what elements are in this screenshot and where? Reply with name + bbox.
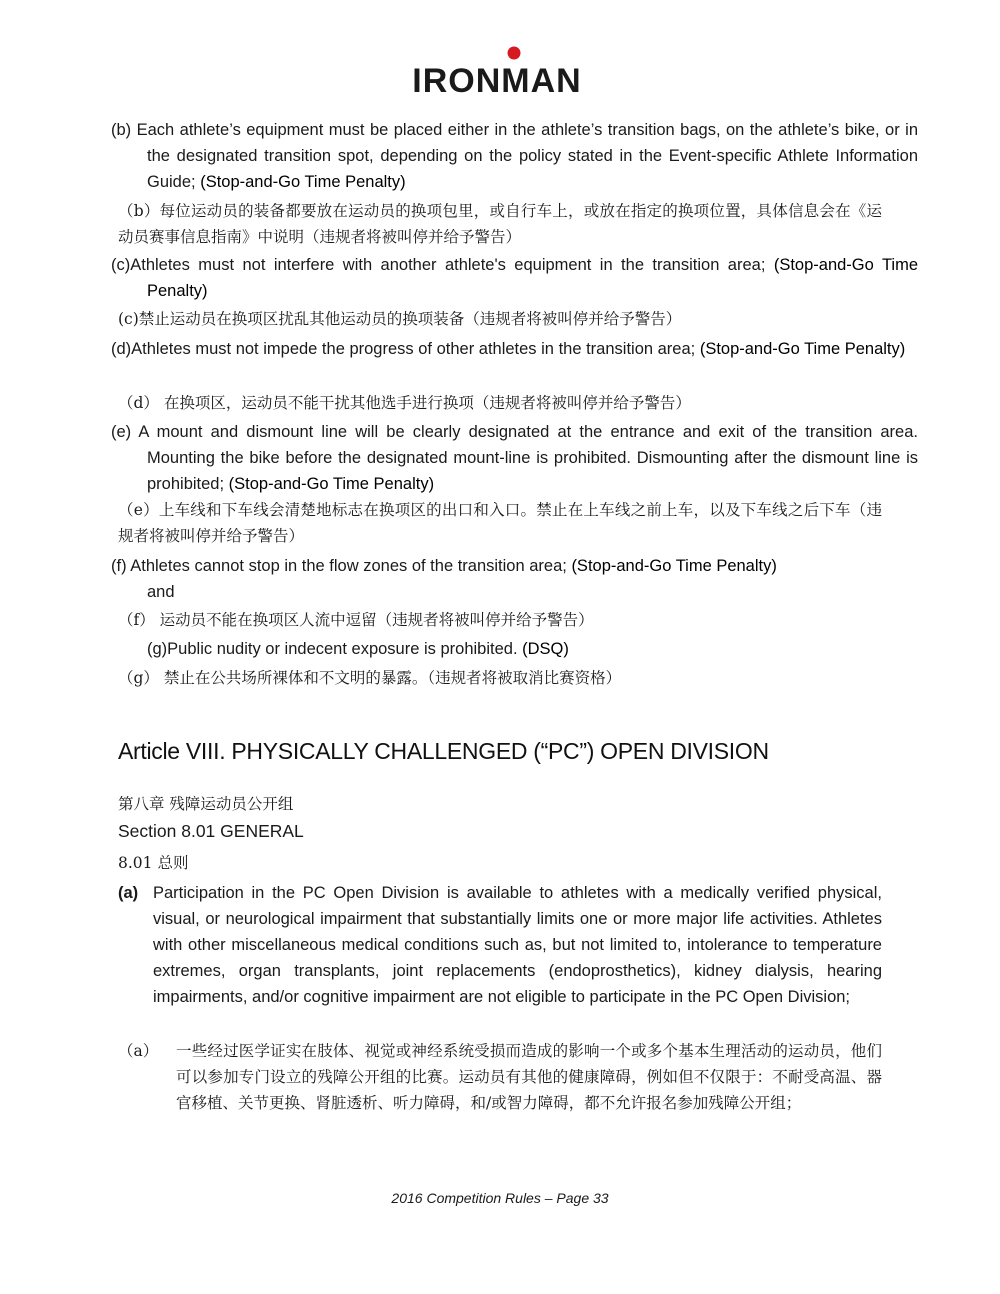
- clause-a-zh-label: （a）: [118, 1042, 159, 1060]
- clause-a-en: Participation in the PC Open Division is available to athletes with a medically verified physical, visual, or neurological impairment that substantially limits one or more major life activities. Athletes with other miscellaneous medical conditions such as, but not limited to, intolerance to temperature extremes, organ transplants, joint replacements (endoprosthetics), kidney dialysis, hearing impairments, and/or cognitive impairment are not eligible to participate in the PC Open Division;: [153, 884, 882, 1006]
- rule-d-zh: （d） 在换项区，运动员不能干扰其他选手进行换项（违规者将被叫停并给予警告）: [118, 394, 691, 412]
- rule-c-text: (c)Athletes must not interfere with another athlete's equipment in the transition area;: [111, 256, 774, 274]
- rule-c-penalty: (Stop-and-Go Time Penalty): [147, 256, 918, 300]
- rule-e-en: [111, 419, 918, 497]
- rule-b-en: [111, 117, 918, 195]
- article-title: Article VIII. PHYSICALLY CHALLENGED (“PC”) OPEN DIVISION: [118, 738, 769, 764]
- rule-g-en: [147, 636, 882, 662]
- rule-e-penalty: (Stop-and-Go Time Penalty): [228, 475, 435, 493]
- rule-f-penalty: (Stop-and-Go Time Penalty): [571, 557, 777, 575]
- logo-dot: [508, 47, 521, 60]
- ironman-logo: [0, 44, 1000, 100]
- rule-c-zh: (c)禁止运动员在换项区扰乱其他运动员的换项装备（违规者将被叫停并给予警告）: [118, 310, 682, 328]
- rule-g-zh: （g） 禁止在公共场所裸体和不文明的暴露。（违规者将被取消比赛资格）: [118, 669, 622, 687]
- section-name: GENERAL: [220, 821, 304, 841]
- rule-f-text: (f) Athletes cannot stop in the flow zones of the transition area;: [111, 557, 572, 575]
- rule-g-penalty: (DSQ): [522, 640, 569, 658]
- rule-d-text: (d)Athletes must not impede the progress of other athletes in the transition area;: [111, 340, 700, 358]
- section-heading: [118, 821, 718, 842]
- rule-e-text: (e) A mount and dismount line will be clearly designated at the entrance and exit of the transition area. Mounting the bike before the designated mount-line is prohibited. Dismounting after the dismount line is prohibited;: [111, 423, 918, 493]
- rule-f-tail: and: [147, 583, 175, 601]
- rule-d-en: [111, 336, 918, 362]
- clause-a-label: (a): [118, 884, 139, 902]
- rule-d-penalty: (Stop-and-Go Time Penalty): [699, 340, 906, 358]
- rule-e-zh: （e）上车线和下车线会清楚地标志在换项区的出口和入口。禁止在上车线之前上车，以及下车线之后下车（违规者将被叫停并给予警告）: [118, 501, 882, 545]
- section-heading-zh: 8.01 总则: [118, 854, 189, 872]
- page-footer: 2016 Competition Rules – Page 33: [391, 1190, 609, 1206]
- ironman-logo-svg: [0, 44, 1000, 100]
- logo-text: IRONMAN: [412, 62, 582, 100]
- clause-a-zh: 一些经过医学证实在肢体、视觉或神经系统受损而造成的影响一个或多个基本生理活动的运动员，他们可以参加专门设立的残障公开组的比赛。运动员有其他的健康障碍，例如但不仅限于：不耐受高温、器官移植、关节更换、肾脏透析、听力障碍，和/或智力障碍，都不允许报名参加残障公开组；: [176, 1042, 882, 1112]
- rule-b-text: (b) Each athlete’s equipment must be placed either in the athlete’s transition bags, on the athlete’s bike, or in the designated transition spot, depending on the policy stated in the Event-specific Athlete Information Guide;: [111, 121, 918, 191]
- rule-g-text: (g)Public nudity or indecent exposure is prohibited.: [147, 640, 523, 658]
- article-title-zh: 第八章 残障运动员公开组: [118, 795, 294, 813]
- rule-c-en: [111, 252, 918, 304]
- section-number: Section 8.01: [118, 821, 221, 841]
- rule-b-zh: （b）每位运动员的装备都要放在运动员的换项包里，或自行车上，或放在指定的换项位置，具体信息会在《运动员赛事信息指南》中说明（违规者将被叫停并给予警告）: [118, 202, 882, 246]
- rule-b-penalty: (Stop-and-Go Time Penalty): [200, 173, 406, 191]
- rule-f-zh: （f） 运动员不能在换项区人流中逗留（违规者将被叫停并给予警告）: [118, 611, 594, 629]
- rule-f-en: [111, 553, 918, 605]
